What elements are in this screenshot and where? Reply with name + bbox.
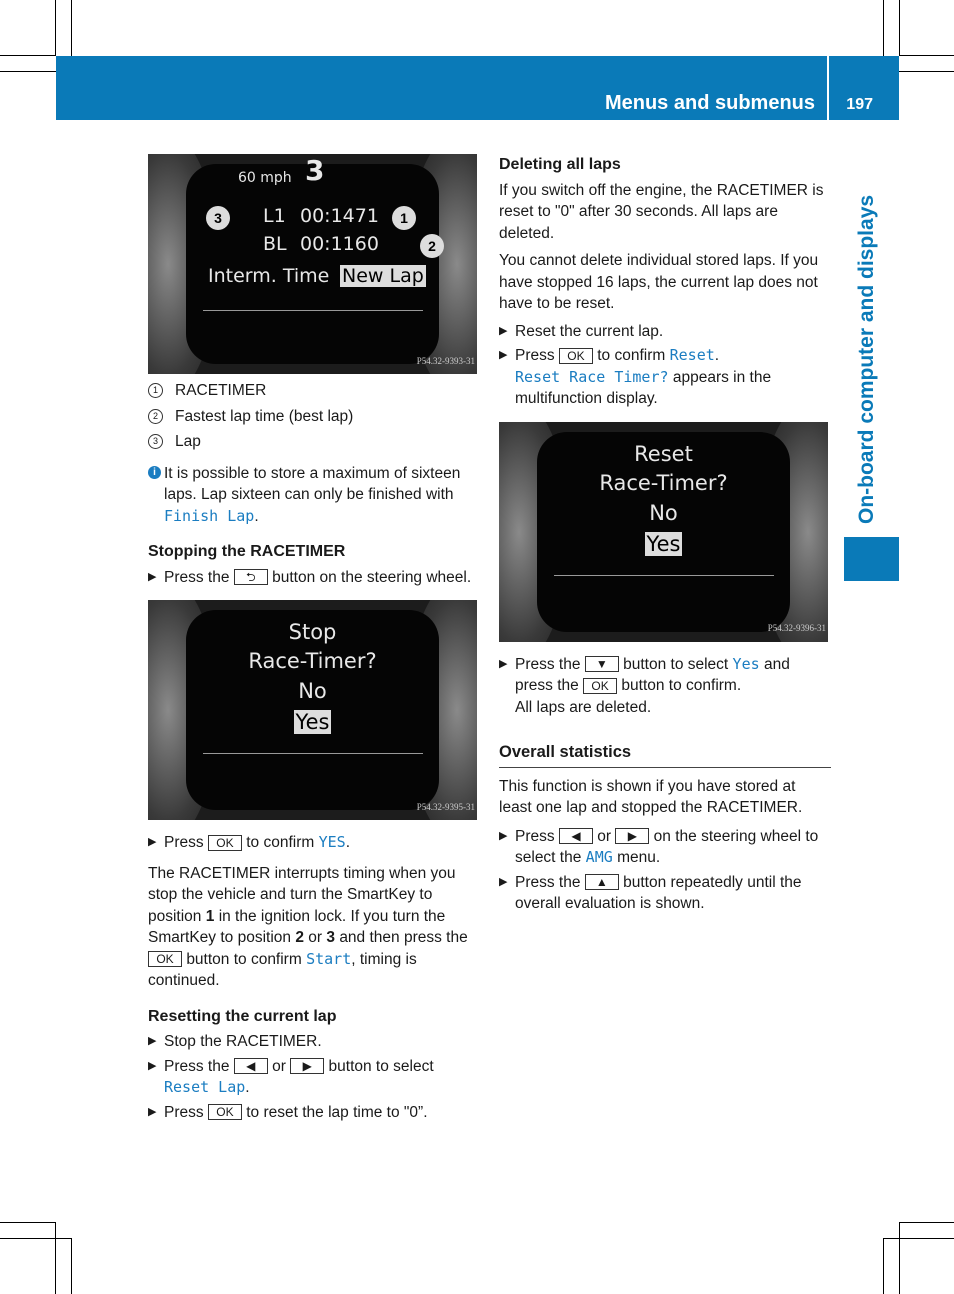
crop-mark — [883, 1238, 884, 1294]
callout-1: 1 — [392, 206, 416, 230]
crop-mark — [0, 1222, 56, 1223]
arrow-right-icon: ▶ — [499, 875, 508, 888]
crop-mark — [55, 1222, 56, 1294]
display-lap-time: 00:1471 — [300, 205, 379, 227]
display-best-time: 00:1160 — [300, 233, 379, 255]
arrow-right-icon: ▶ — [148, 1059, 157, 1072]
ok-key: OK — [208, 1104, 242, 1120]
page-number: 197 — [846, 96, 873, 113]
display-option-yes: Yes — [646, 531, 681, 556]
arrow-right-icon: ▶ — [148, 836, 157, 848]
step-confirm-yes: ▶ Press OK to confirm YES. — [148, 832, 480, 854]
left-column — [148, 154, 480, 1123]
arrow-right-icon: ▶ — [499, 324, 508, 337]
crop-mark — [883, 1238, 954, 1239]
crop-mark — [899, 1222, 954, 1223]
display-lap-label: L1 — [263, 205, 286, 227]
crop-mark — [71, 1238, 72, 1294]
right-key-icon: ▶ — [615, 828, 649, 844]
crop-mark — [0, 71, 56, 72]
crop-mark — [899, 55, 954, 56]
arrow-right-icon: ▶ — [148, 570, 157, 583]
heading-resetting: Resetting the current lap — [148, 1007, 337, 1025]
arrow-right-icon: ▶ — [148, 1105, 157, 1118]
display-line-2: Race-Timer? — [599, 470, 728, 495]
display-speed: 60 mph — [238, 170, 292, 186]
stop-paragraph: The RACETIMER interrupts timing when you stop the vehicle and turn the SmartKey to position 1 in the ignition lock. If you turn the SmartKey to position 2 or 3 and then press the OK button to confirm Start, timing is continued. — [148, 864, 468, 989]
display-new-lap: New Lap — [342, 265, 424, 287]
left-key-icon: ◀ — [559, 828, 593, 844]
up-key-icon: ▲ — [585, 874, 619, 890]
display-interm-time: Interm. Time — [208, 265, 330, 287]
crop-mark — [0, 1238, 72, 1239]
crop-mark — [899, 71, 954, 72]
info-icon: i — [148, 466, 161, 479]
display-option-yes: Yes — [295, 710, 330, 734]
figure-code: P54.32-9395-31 — [416, 801, 475, 812]
display-option-no: No — [298, 679, 327, 703]
step-select-yes: ▶ Press the ▼ button to select Yes and press the OK button to confirm. All laps are deleted. — [499, 654, 790, 716]
step-select-reset-lap: ▶ Press the ◀ or ▶ button to select Reset Lap. — [148, 1057, 434, 1096]
display-best-label: BL — [263, 233, 287, 255]
section-title: Menus and submenus — [604, 92, 815, 114]
header-divider — [827, 56, 829, 120]
step-overall-evaluation: ▶ Press the ▲ button repeatedly until the overall evaluation is shown. — [499, 873, 802, 912]
callout-3: 3 — [206, 206, 230, 230]
arrow-right-icon: ▶ — [499, 657, 508, 670]
legend-item: 2 Fastest lap time (best lap) — [148, 406, 480, 428]
ok-key: OK — [583, 678, 617, 694]
crop-mark — [899, 1222, 900, 1294]
back-key-icon: ⮌ — [234, 569, 268, 585]
right-key-icon: ▶ — [290, 1058, 324, 1074]
step-stop-racetimer: ▶ Stop the RACETIMER. — [148, 1031, 480, 1053]
delete-paragraph-2: You cannot delete individual stored laps. If you have stopped 16 laps, the current lap does not have to be reset. — [499, 252, 819, 312]
heading-overall: Overall statistics — [499, 742, 831, 768]
legend — [148, 380, 480, 453]
arrow-right-icon: ▶ — [148, 1035, 157, 1047]
callout-2: 2 — [420, 234, 444, 258]
crop-mark — [55, 0, 56, 56]
step-confirm-reset: ▶ Press OK to confirm Reset. Reset Race Timer? appears in the multifunction display. — [499, 346, 772, 407]
display-lap-number: 3 — [305, 154, 325, 187]
display-option-no: No — [649, 500, 678, 525]
racetimer-display-photo — [148, 154, 477, 374]
crop-mark — [899, 0, 900, 56]
step-select-amg: ▶ Press ◀ or ▶ on the steering wheel to select the AMG menu. — [499, 827, 819, 866]
step-reset-lap-time: ▶ Press OK to reset the lap time to "0”. — [148, 1102, 480, 1124]
down-key-icon: ▼ — [585, 656, 619, 672]
overall-paragraph: This function is shown if you have stored at least one lap and stopped the RACETIMER. — [499, 777, 803, 816]
chapter-tab — [844, 537, 899, 581]
crop-mark — [71, 0, 72, 56]
delete-paragraph-1: If you switch off the engine, the RACETIMER is reset to "0" after 30 seconds. All laps are deleted. — [499, 181, 824, 242]
display-line-1: Stop — [288, 620, 337, 644]
legend-item: 1 RACETIMER — [148, 380, 480, 402]
legend-item: 3 Lap — [148, 431, 480, 453]
info-note: i It is possible to store a maximum of sixteen laps. Lap sixteen can only be finished with Finish Lap. — [148, 463, 480, 528]
crop-mark — [0, 55, 56, 56]
ok-key: OK — [208, 835, 242, 851]
stop-racetimer-photo — [148, 600, 477, 820]
right-column — [499, 140, 831, 915]
display-line-1: Reset — [634, 441, 693, 466]
page-header — [56, 56, 899, 120]
step-reset-current-lap: ▶ Reset the current lap. — [499, 321, 831, 343]
ok-key: OK — [559, 348, 593, 364]
step-press-back: ▶ Press the ⮌ button on the steering wheel. — [148, 567, 480, 589]
crop-mark — [883, 0, 884, 56]
arrow-right-icon: ▶ — [499, 829, 508, 842]
heading-stopping: Stopping the RACETIMER — [148, 543, 346, 560]
arrow-right-icon: ▶ — [499, 349, 508, 361]
heading-deleting: Deleting all laps — [499, 156, 621, 173]
left-key-icon: ◀ — [234, 1058, 268, 1074]
ok-key: OK — [148, 951, 182, 967]
figure-code: P54.32-9396-31 — [767, 623, 826, 633]
display-line-2: Race-Timer? — [248, 649, 377, 673]
figure-code: P54.32-9393-31 — [416, 355, 475, 366]
reset-racetimer-photo — [499, 422, 828, 642]
